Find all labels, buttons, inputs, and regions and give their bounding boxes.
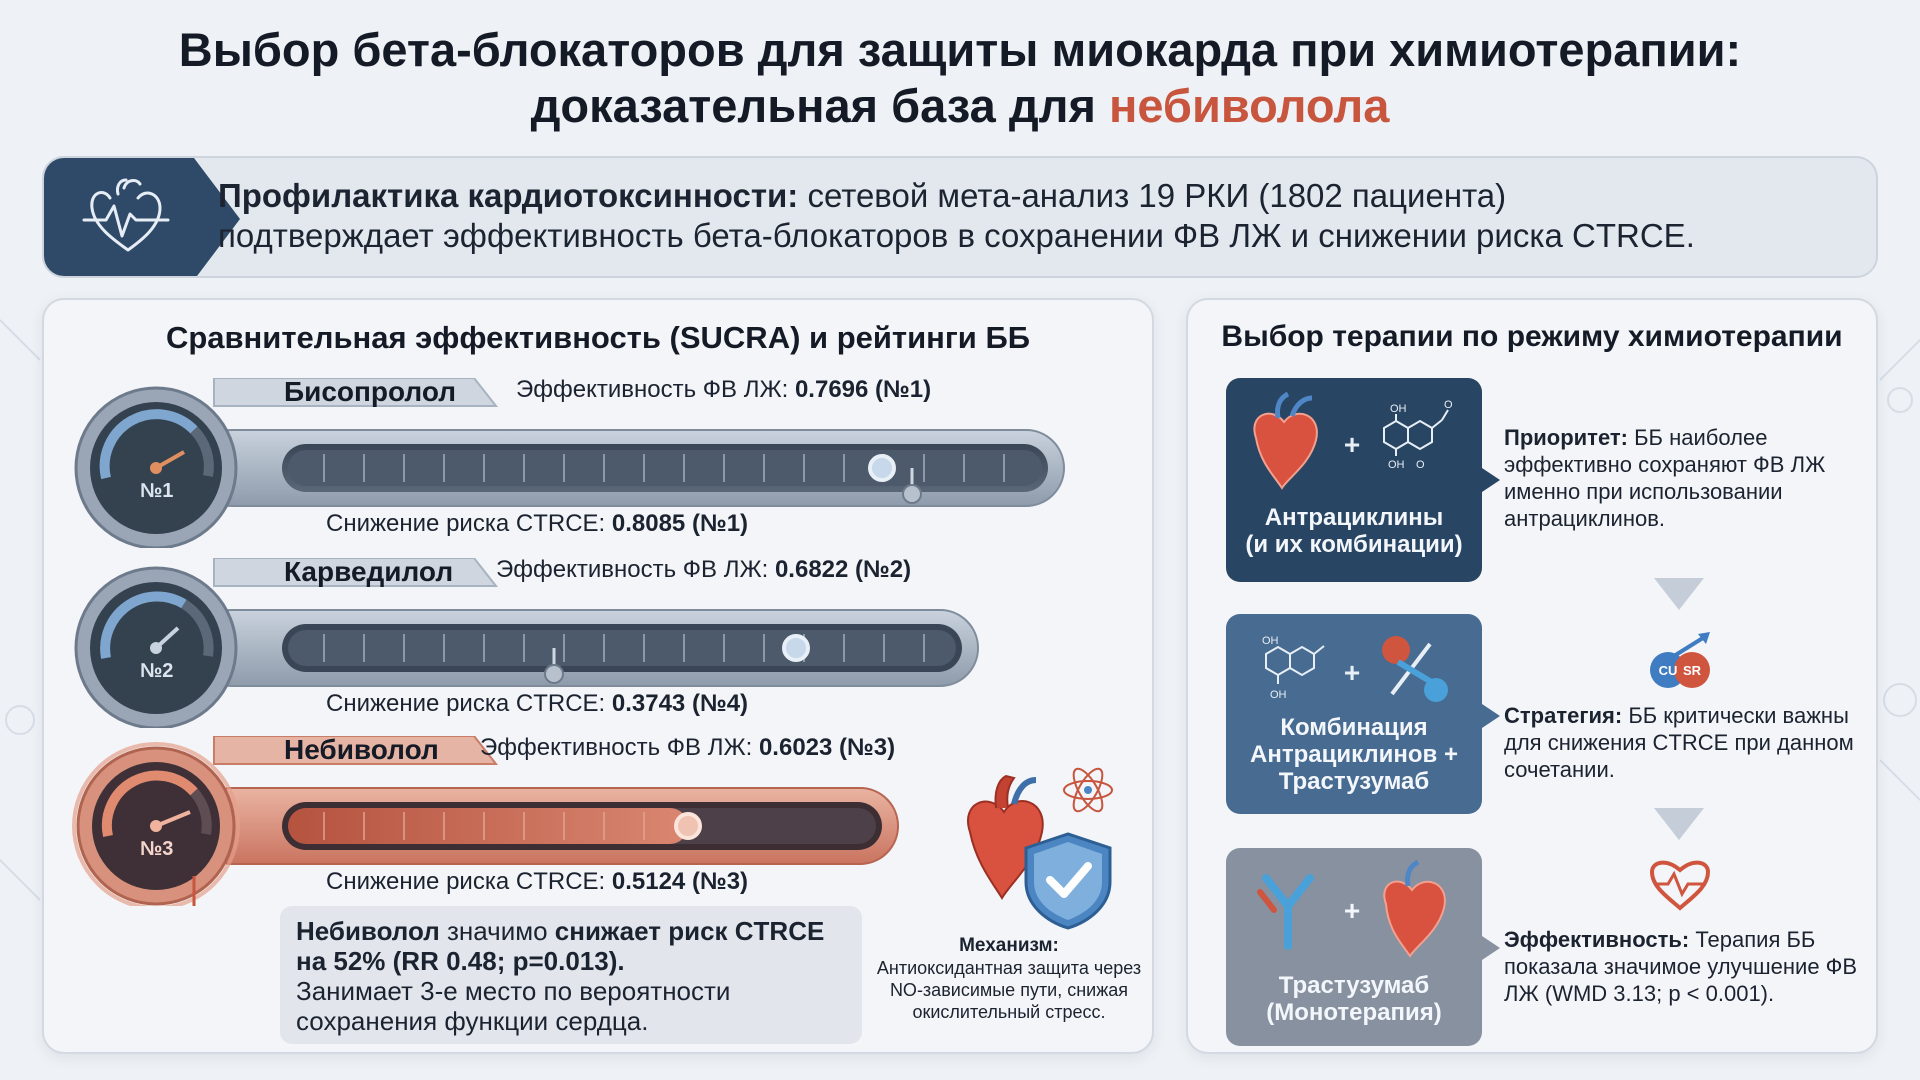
risk-label-carvedilol: Снижение риска CTRCE: [326, 690, 612, 717]
svg-text:+: + [1343, 429, 1361, 460]
ef-text-bisoprolol [516, 376, 931, 404]
banner-bold: Профилактика кардиотоксинности: [218, 177, 799, 214]
antibody-y-icon [1260, 878, 1310, 946]
down-arrow-icon [1644, 574, 1714, 614]
callout-line-2: Занимает 3-е место по вероятности сохранения функции сердца. [296, 976, 731, 1036]
ef-label-nebivolol: Эффективность ФВ ЛЖ: [480, 734, 759, 761]
ef-marker-carvedilol [784, 636, 808, 660]
molecule-icon [1384, 410, 1448, 456]
card-2-pointer [1482, 696, 1504, 736]
ef-label-bisoprolol: Эффективность ФВ ЛЖ: [516, 376, 795, 403]
ef-value-nebivolol: 0.6023 (№3) [758, 734, 896, 761]
molecule-label-oh-3: OH [1262, 635, 1279, 647]
svg-text:+: + [1343, 895, 1361, 926]
desc-anthracyclines [1504, 424, 1864, 532]
risk-marker-bisoprolol [903, 485, 921, 503]
risk-marker-carvedilol [545, 665, 563, 683]
desc-3-bold: Эффективность: [1504, 927, 1690, 952]
title-line-2-prefix: доказательная база для [530, 79, 1109, 132]
heart-icon [1384, 862, 1445, 956]
drug-name-bisoprolol: Бисопролол [284, 376, 457, 407]
regimen-selection-panel [1186, 298, 1878, 1054]
atom-icon [1064, 765, 1112, 816]
banner-line-1 [218, 176, 1858, 216]
molecule-label-oh-1: OH [1390, 403, 1407, 415]
card-art-trastuzumab [1226, 848, 1482, 968]
risk-label-nebivolol: Снижение риска CTRCE: [326, 868, 612, 895]
drug-name-carvedilol: Карведилол [284, 556, 454, 587]
drug-row-carvedilol [44, 558, 1156, 728]
molecule-label-oh-2: OH [1388, 459, 1405, 471]
rank-label-bisoprolol: №1 [140, 480, 174, 502]
drug-name-nebivolol: Небиволол [284, 734, 439, 765]
molecule-label-o-2: O [1416, 459, 1425, 471]
ef-marker-bisoprolol [870, 456, 894, 480]
ef-value-bisoprolol: 0.7696 (№1) [794, 376, 932, 403]
card-label-trastuzumab [1226, 972, 1482, 1026]
mechanism-description: Антиоксидантная защита через NO-зависимые пути, снижая окислительный стресс. [876, 958, 1142, 1022]
risk-text-carvedilol [326, 690, 748, 718]
ef-value-carvedilol: 0.6822 (№2) [774, 556, 912, 583]
desc-combination [1504, 702, 1864, 783]
card-label-2-line-1: Комбинация [1280, 714, 1428, 741]
summary-banner [42, 156, 1878, 278]
cu-sr-combination-icon [1640, 630, 1720, 694]
ef-label-carvedilol: Эффективность ФВ ЛЖ: [496, 556, 775, 583]
mechanism-text [874, 934, 1144, 1023]
title-line-1: Выбор бета-блокаторов для защиты миокарда при химиотерапии: [178, 23, 1742, 76]
desc-2-bold: Стратегия: [1504, 703, 1623, 728]
down-arrow-icon-2 [1644, 804, 1714, 844]
molecule-icon [1266, 646, 1324, 684]
shield-check-icon [1026, 834, 1110, 928]
card-1-pointer [1482, 460, 1504, 500]
page-title [0, 22, 1920, 134]
risk-text-nebivolol [326, 868, 748, 896]
card-label-3-line-1: Трастузумаб [1278, 972, 1430, 999]
risk-label-bisoprolol: Снижение риска CTRCE: [326, 510, 612, 537]
card-anthracyclines-trastuzumab [1226, 614, 1482, 814]
desc-2-text: ББ критически важны для снижения CTRCE при данном сочетании. [1504, 703, 1854, 782]
badge-sr-label: SR [1682, 663, 1702, 678]
molecule-label-oh-4: OH [1270, 689, 1287, 701]
ef-text-carvedilol [496, 556, 911, 584]
heart-icon [1254, 394, 1316, 488]
card-art-anthracyclines [1226, 378, 1482, 498]
sucra-comparison-panel [42, 298, 1154, 1054]
card-label-1-line-1: Антрациклины [1264, 504, 1444, 531]
left-panel-title: Сравнительная эффективность (SUCRA) и рейтинги ББ [165, 320, 1031, 355]
card-label-anthracyclines [1226, 504, 1482, 558]
banner-line-2: подтверждает эффективность бета-блокаторов в сохранении ФВ ЛЖ и снижении риска CTRCE. [218, 217, 1695, 254]
risk-text-bisoprolol [326, 510, 748, 538]
ef-text-nebivolol [480, 734, 895, 762]
ef-marker-nebivolol [676, 814, 700, 838]
badge-cu-label: CU [1658, 663, 1678, 678]
card-label-combination [1226, 714, 1482, 795]
card-label-3-line-2: (Монотерапия) [1266, 999, 1442, 1026]
rank-label-nebivolol: №3 [140, 838, 174, 860]
desc-3-text: Терапия ББ показала значимое улучшение ФВ ЛЖ (WMD 3.13; p < 0.001). [1504, 927, 1858, 1006]
card-trastuzumab-mono [1226, 848, 1482, 1046]
heartbeat-icon [1648, 856, 1712, 912]
card-label-2-line-2: Антрациклинов + [1250, 741, 1458, 768]
card-anthracyclines [1226, 378, 1482, 582]
title-line-2 [0, 78, 1920, 134]
nebivolol-callout [280, 906, 862, 1044]
card-3-pointer [1482, 928, 1504, 968]
antibody-icon [1382, 636, 1448, 702]
banner-text [218, 176, 1858, 256]
banner-text-1: сетевой мета-анализ 19 РКИ (1802 пациента) [798, 177, 1507, 214]
title-accent: небиволола [1109, 79, 1390, 132]
molecule-label-o-1: O [1444, 399, 1453, 411]
banner-icon-block [44, 158, 240, 278]
svg-text:+: + [1343, 657, 1361, 688]
callout-text-1: значимо [439, 916, 555, 946]
card-label-2-line-3: Трастузумаб [1278, 768, 1430, 795]
card-label-1-line-2: (и их комбинации) [1245, 531, 1463, 558]
callout-line-1 [296, 916, 846, 976]
desc-1-text: ББ наиболее эффективно сохраняют ФВ ЛЖ именно при использовании антрациклинов. [1504, 425, 1826, 531]
desc-1-bold: Приоритет: [1504, 425, 1628, 450]
callout-bold-1: Небиволол [296, 916, 440, 946]
risk-value-carvedilol: 0.3743 (№4) [611, 690, 749, 717]
mechanism-label: Механизм: [959, 935, 1059, 956]
risk-value-nebivolol: 0.5124 (№3) [611, 868, 749, 895]
desc-trastuzumab [1504, 926, 1864, 1007]
ef-fill-nebivolol [288, 808, 688, 844]
rank-label-carvedilol: №2 [140, 660, 174, 682]
drug-row-bisoprolol [44, 378, 1156, 548]
callout-bold-2: снижает риск CTRCE на 52% (RR 0.48; p=0.013). [296, 916, 825, 976]
right-panel-title: Выбор терапии по режиму химиотерапии [1221, 320, 1843, 353]
heart-shield-illustration [940, 762, 1140, 932]
risk-value-bisoprolol: 0.8085 (№1) [611, 510, 749, 537]
